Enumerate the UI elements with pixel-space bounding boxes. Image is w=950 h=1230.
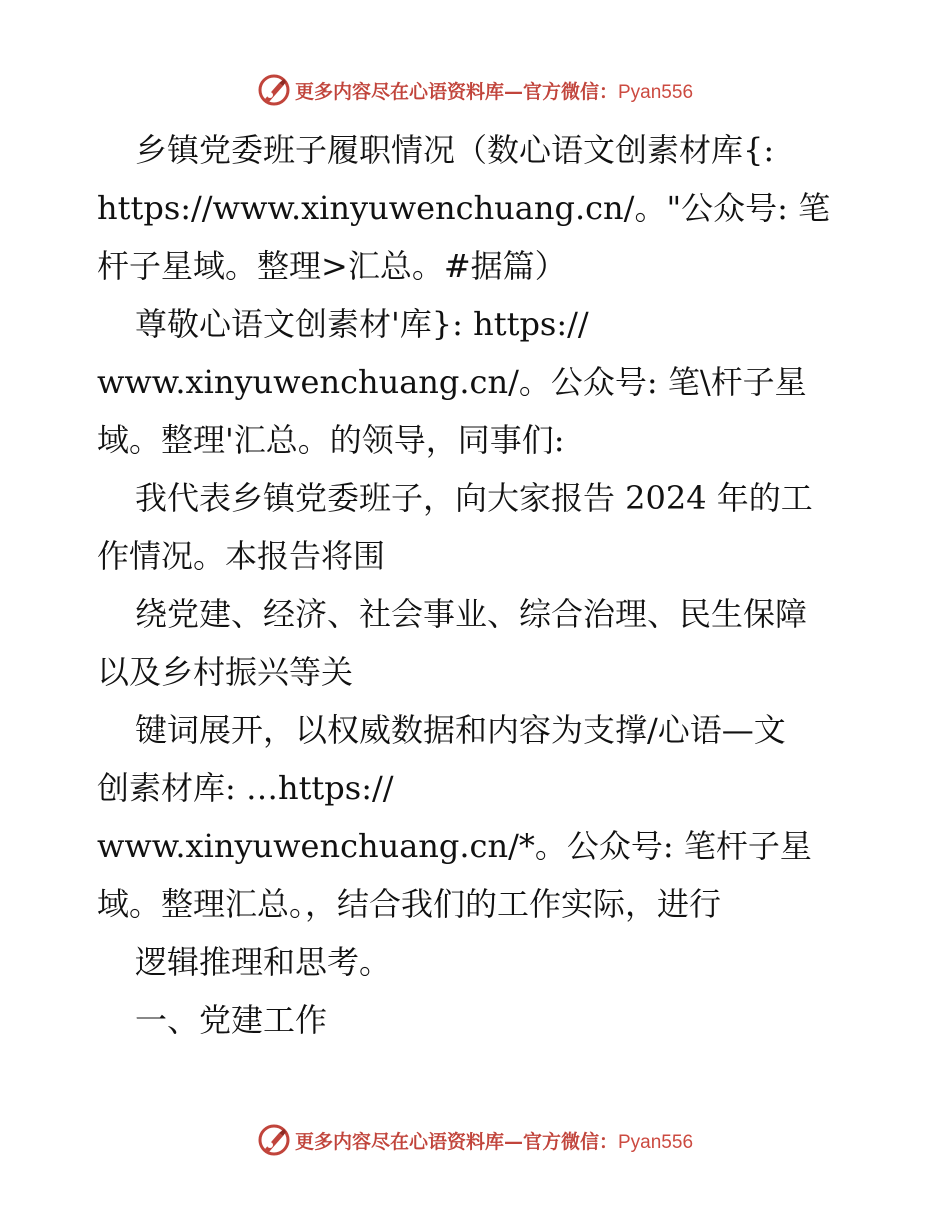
body-line-10: 以及乡村振兴等关 xyxy=(97,653,354,691)
body-line-3: 杆子星域。整理>汇总。#据篇） xyxy=(97,247,567,285)
body-line-14: 域。整理汇总。，结合我们的工作实际，进行 xyxy=(97,885,722,923)
body-line-8: 作情况。本报告将围 xyxy=(97,537,386,575)
footer-watermark-text xyxy=(295,1127,693,1154)
footer-wechat-label: 官方微信： xyxy=(522,1130,618,1153)
body-line-13: www.xinyuwenchuang.cn/*。公众号: 笔杆子星 xyxy=(97,827,812,865)
section-heading-party-building: 一、党建工作 xyxy=(135,1001,328,1039)
body-line-11: 键词展开，以权威数据和内容为支撑/心语—文 xyxy=(135,711,786,749)
footer-watermark-separator: — xyxy=(503,1130,523,1153)
body-line-6: 域。整理'汇总。的领导，同事们: xyxy=(97,421,565,459)
footer-watermark-banner xyxy=(0,1120,950,1160)
footer-watermark-slogan: 更多内容尽在心语资料库 xyxy=(294,1130,504,1153)
header-wechat-id: Pyan556 xyxy=(618,81,694,103)
header-watermark-separator: — xyxy=(503,80,523,103)
header-wechat-label: 官方微信： xyxy=(522,80,618,103)
pen-logo-icon xyxy=(257,1123,291,1157)
body-line-5: www.xinyuwenchuang.cn/。公众号: 笔\杆子星 xyxy=(97,363,807,401)
body-line-4: 尊敬心语文创素材'库}: https:// xyxy=(135,305,589,343)
body-line-7: 我代表乡镇党委班子，向大家报告 2024 年的工 xyxy=(135,479,813,517)
footer-wechat-id: Pyan556 xyxy=(618,1131,694,1153)
body-line-1: 乡镇党委班子履职情况（数心语文创素材库{: xyxy=(135,131,775,169)
body-line-2: https://www.xinyuwenchuang.cn/。"公众号: 笔 xyxy=(97,189,831,227)
body-line-9: 绕党建、经济、社会事业、综合治理、民生保障 xyxy=(135,595,808,633)
header-watermark-slogan: 更多内容尽在心语资料库 xyxy=(294,80,504,103)
body-line-15: 逻辑推理和思考。 xyxy=(135,943,392,981)
body-line-12: 创素材库: …https:// xyxy=(97,769,394,807)
